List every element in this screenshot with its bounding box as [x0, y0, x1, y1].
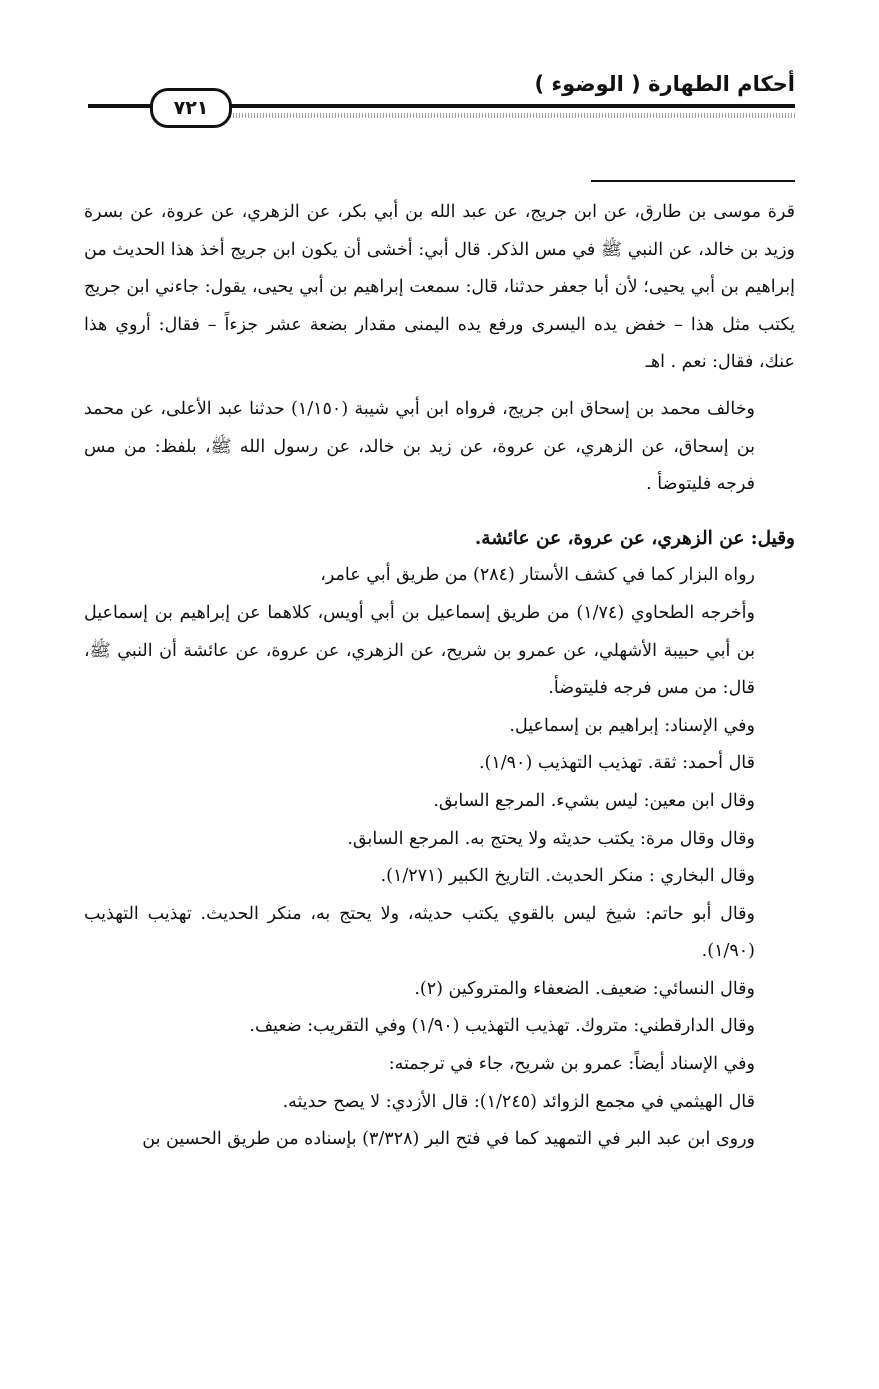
paragraph: وقال النسائي: ضعيف. الضعفاء والمتروكين (٢).	[414, 978, 755, 999]
page-number-badge: ٧٢١	[150, 88, 232, 128]
paragraph: وقال ابن معين: ليس بشيء. المرجع السابق.	[433, 790, 755, 811]
paragraph: وقال أبو حاتم: شيخ ليس بالقوي يكتب حديثه، ولا يحتج به، منكر الحديث. تهذيب التهذيب (١/٩٠).	[84, 903, 755, 962]
footnote-separator	[591, 180, 795, 182]
running-header-title: أحكام الطهارة ( الوضوء )	[534, 72, 795, 96]
paragraph: وقال وقال مرة: يكتب حديثه ولا يحتج به. المرجع السابق.	[347, 828, 755, 849]
section-heading: وقيل: عن الزهري، عن عروة، عن عائشة.	[474, 527, 795, 549]
header-dotted-rule	[230, 113, 795, 118]
paragraph: وفي الإسناد أيضاً: عمرو بن شريح، جاء في ترجمته:	[388, 1054, 755, 1075]
paragraph: وفي الإسناد: إبراهيم بن إسماعيل.	[509, 715, 755, 736]
paragraph: وأخرجه الطحاوي (١/٧٤) من طريق إسماعيل بن أبي أويس، كلاهما عن إبراهيم بن إسماعيل بن أبي حبيبة الأشهلي، عن عمرو بن شريح، عن الزهري، عن عروة، عن عائشة أن النبي ﷺ، قال: من مس فرجه فليتوضأ.	[84, 602, 755, 699]
paragraph: قال الهيثمي في مجمع الزوائد (١/٢٤٥): قال الأزدي: لا يصح حديثه.	[282, 1091, 755, 1112]
footnote-body	[84, 194, 795, 1159]
paragraph: رواه البزار كما في كشف الأستار (٢٨٤) من طريق أبي عامر،	[320, 565, 755, 586]
paragraph: وقال البخاري : منكر الحديث. التاريخ الكبير (١/٢٧١).	[380, 866, 755, 887]
paragraph: وروى ابن عبد البر في التمهيد كما في فتح البر (٣/٣٢٨) بإسناده من طريق الحسين بن	[142, 1129, 755, 1150]
paragraph: وخالف محمد بن إسحاق ابن جريج، فرواه ابن أبي شيبة (١/١٥٠) حدثنا عبد الأعلى، عن محمد بن إسحاق، عن الزهري، عن عروة، عن زيد بن خالد، عن رسول الله ﷺ، بلفظ: من مس فرجه فليتوضأ .	[84, 398, 755, 495]
paragraph: قال أحمد: ثقة. تهذيب التهذيب (١/٩٠).	[478, 753, 755, 774]
paragraph: وقال الدارقطني: متروك. تهذيب التهذيب (١/٩٠) وفي التقريب: ضعيف.	[249, 1016, 755, 1037]
paragraph: قرة موسى بن طارق، عن ابن جريج، عن عبد الله بن أبي بكر، عن الزهري، عن عروة، عن بسرة وزيد بن خالد، عن النبي ﷺ في مس الذكر. قال أبي: أخشى أن يكون ابن جريج أخذ هذا الحديث من إبراهيم بن أبي يحيى؛ لأن أبا جعفر حدثنا، قال: سمعت إبراهيم بن أبي يحيى، يقول: جاءني ابن جريج يكتب مثل هذا – خفض يده اليسرى ورفع يده اليمنى مقدار بضعة عشر جزءاً – فقال: أروي هذا عنك، فقال: نعم . اهـ	[84, 202, 795, 373]
